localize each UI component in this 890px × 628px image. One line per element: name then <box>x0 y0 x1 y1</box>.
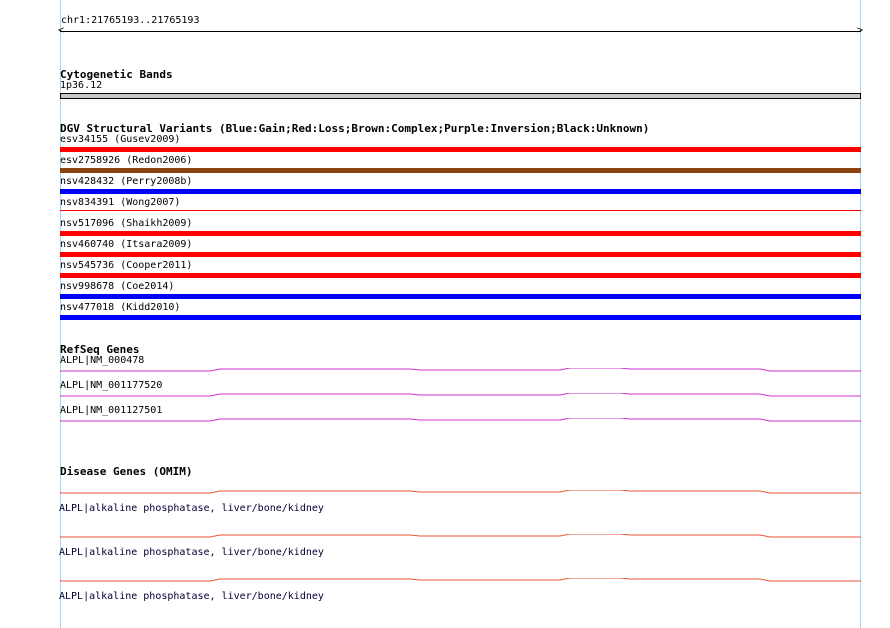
dgv-variant-label[interactable]: esv34155 (Gusev2009) <box>60 134 181 145</box>
refseq-gene-line[interactable] <box>60 368 861 372</box>
disease-gene-label[interactable]: ALPL|alkaline phosphatase, liver/bone/kidney <box>59 547 324 558</box>
dgv-variant-bar[interactable] <box>60 210 861 211</box>
disease-gene-line[interactable] <box>60 578 861 582</box>
dgv-variant-bar[interactable] <box>60 294 861 299</box>
ruler-line <box>60 31 861 32</box>
refseq-gene-label[interactable]: ALPL|NM_001127501 <box>60 405 163 416</box>
dgv-variant-bar[interactable] <box>60 273 861 278</box>
refseq-gene-line[interactable] <box>60 418 861 422</box>
refseq-track-title: RefSeq Genes <box>60 343 140 356</box>
disease-track-title: Disease Genes (OMIM) <box>60 465 193 478</box>
dgv-variant-label[interactable]: nsv460740 (Itsara2009) <box>60 239 193 250</box>
dgv-variant-label[interactable]: nsv428432 (Perry2008b) <box>60 176 193 187</box>
refseq-gene-label[interactable]: ALPL|NM_001177520 <box>60 380 163 391</box>
disease-gene-line[interactable] <box>60 534 861 538</box>
position-label: chr1:21765193..21765193 <box>61 15 200 26</box>
dgv-variant-label[interactable]: nsv517096 (Shaikh2009) <box>60 218 193 229</box>
disease-gene-label[interactable]: ALPL|alkaline phosphatase, liver/bone/kidney <box>59 591 324 602</box>
refseq-gene-label[interactable]: ALPL|NM_000478 <box>60 355 145 366</box>
disease-gene-label[interactable]: ALPL|alkaline phosphatase, liver/bone/kidney <box>59 503 324 514</box>
dgv-variant-bar[interactable] <box>60 147 861 152</box>
dgv-variant-label[interactable]: nsv834391 (Wong2007) <box>60 197 181 208</box>
dgv-variant-label[interactable]: esv2758926 (Redon2006) <box>60 155 193 166</box>
dgv-variant-bar[interactable] <box>60 231 861 236</box>
cytoband-bar[interactable] <box>60 93 861 99</box>
dgv-track-title: DGV Structural Variants (Blue:Gain;Red:Loss;Brown:Complex;Purple:Inversion;Black:Unknown) <box>60 122 650 135</box>
position-ruler <box>60 25 861 37</box>
dgv-variant-label[interactable]: nsv998678 (Coe2014) <box>60 281 175 292</box>
dgv-variant-bar[interactable] <box>60 252 861 257</box>
dgv-variant-bar[interactable] <box>60 168 861 173</box>
ruler-left-arrow-icon: < <box>58 25 65 36</box>
cytoband-label: 1p36.12 <box>60 80 103 91</box>
dgv-variant-label[interactable]: nsv477018 (Kidd2010) <box>60 302 181 313</box>
dgv-variant-bar[interactable] <box>60 315 861 320</box>
cytogenetic-track-title: Cytogenetic Bands <box>60 68 173 81</box>
ruler-right-arrow-icon: > <box>856 25 863 36</box>
dgv-variant-label[interactable]: nsv545736 (Cooper2011) <box>60 260 193 271</box>
refseq-gene-line[interactable] <box>60 393 861 397</box>
dgv-variant-bar[interactable] <box>60 189 861 194</box>
disease-gene-line[interactable] <box>60 490 861 494</box>
